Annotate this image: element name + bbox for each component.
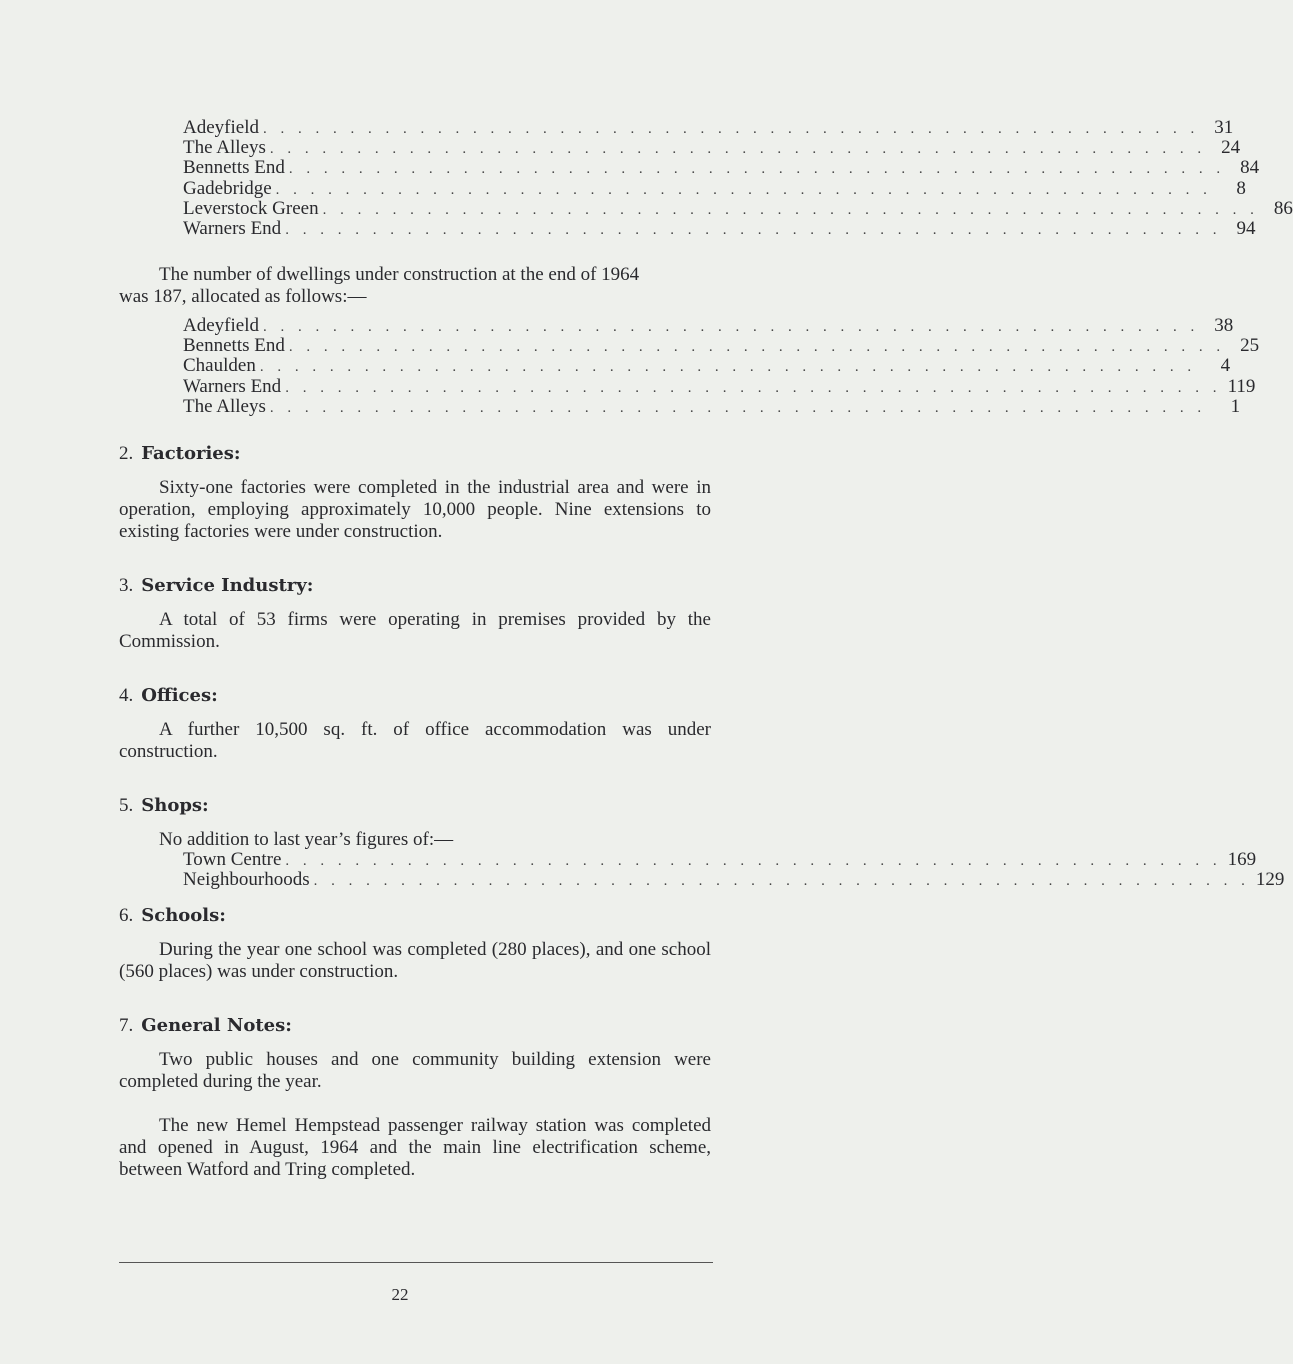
list-item-name: Town Centre <box>183 849 282 870</box>
heading-factories: 2. Factories: <box>119 443 241 464</box>
paragraph-schools: During the year one school was completed (280 places), and one school (560 places) was under construction. <box>119 939 711 982</box>
list-item-value: 8 <box>1236 177 1246 199</box>
list-item <box>183 157 1260 179</box>
list-item <box>183 197 1293 219</box>
list-item <box>183 395 1241 417</box>
leader-dots: . . . . . . . . . . . . . . . . . . . . . . . . . . . . . . . . . . . . . . . . . . . . . . . . . . . . . . <box>285 379 1222 396</box>
list-item <box>183 849 1257 870</box>
list-item-name: Neighbourhoods <box>183 869 310 891</box>
list-item-value: 31 <box>1214 117 1234 138</box>
list-item-name: Chaulden <box>183 355 256 377</box>
leader-dots: . . . . . . . . . . . . . . . . . . . . . . . . . . . . . . . . . . . . . . . . . . . . . . . . . . . . . . <box>259 359 1197 376</box>
list-item-value: 25 <box>1240 335 1260 357</box>
list-item <box>183 217 1256 239</box>
paragraph-factories: Sixty-one factories were completed in the industrial area and were in operation, employing approximately 10,000 people. Nine extensions to existing factories were under construction. <box>119 477 711 542</box>
dwellings-intro-line1: The number of dwellings under construction at the end of 1964 <box>159 264 640 285</box>
heading-service-industry: 3. Service Industry: <box>119 575 314 596</box>
leader-dots: . . . . . . . . . . . . . . . . . . . . . . . . . . . . . . . . . . . . . . . . . . . . . . . . . . . . . . <box>285 221 1222 238</box>
leader-dots: . . . . . . . . . . . . . . . . . . . . . . . . . . . . . . . . . . . . . . . . . . . . . . . . . . . . . . <box>288 161 1226 178</box>
dwellings-intro-line2: was 187, allocated as follows:— <box>119 286 367 307</box>
list-item-value: 169 <box>1227 849 1257 870</box>
leader-dots: . . . . . . . . . . . . . . . . . . . . . . . . . . . . . . . . . . . . . . . . . . . . . . . . . . . . . . <box>322 201 1259 218</box>
heading-offices: 4. Offices: <box>119 685 218 706</box>
list-item-name: Warners End <box>183 217 282 239</box>
paragraph-shops: No addition to last year’s figures of:— <box>159 829 454 850</box>
paragraph-general-notes-1: Two public houses and one community building extension were completed during the year. <box>119 1049 711 1092</box>
list-item-name: The Alleys <box>183 395 266 417</box>
heading-schools: 6. Schools: <box>119 905 226 926</box>
list-item <box>183 117 1234 138</box>
leader-dots: . . . . . . . . . . . . . . . . . . . . . . . . . . . . . . . . . . . . . . . . . . . . . . . . . . . . . . <box>269 141 1207 158</box>
list-item <box>183 355 1231 377</box>
footer-rule <box>119 1262 713 1263</box>
paragraph-general-notes-2: The new Hemel Hempstead passenger railway station was completed and opened in August, 1964 and the main line electrification scheme, between Watford and Tring completed. <box>119 1115 711 1180</box>
list-item-name: Gadebridge <box>183 177 272 199</box>
list-item-value: 94 <box>1236 217 1256 239</box>
shops-list <box>183 849 1285 891</box>
paragraph-offices: A further 10,500 sq. ft. of office accommodation was under construction. <box>119 719 711 762</box>
list-item-name: Bennetts End <box>183 335 285 357</box>
leader-dots: . . . . . . . . . . . . . . . . . . . . . . . . . . . . . . . . . . . . . . . . . . . . . . . . . . . . . . <box>262 319 1200 335</box>
leader-dots: . . . . . . . . . . . . . . . . . . . . . . . . . . . . . . . . . . . . . . . . . . . . . . . . . . . . . . <box>285 853 1222 869</box>
leader-dots: . . . . . . . . . . . . . . . . . . . . . . . . . . . . . . . . . . . . . . . . . . . . . . . . . . . . . . <box>313 873 1250 890</box>
leader-dots: . . . . . . . . . . . . . . . . . . . . . . . . . . . . . . . . . . . . . . . . . . . . . . . . . . . . . . <box>262 121 1200 137</box>
heading-shops: 5. Shops: <box>119 795 209 816</box>
leader-dots: . . . . . . . . . . . . . . . . . . . . . . . . . . . . . . . . . . . . . . . . . . . . . . . . . . . . . . <box>275 181 1212 198</box>
list-item-name: Bennetts End <box>183 157 285 179</box>
list-item-name: Warners End <box>183 375 282 397</box>
list-item-value: 84 <box>1240 157 1260 179</box>
list-item-value: 4 <box>1220 355 1231 377</box>
list-item-value: 24 <box>1221 137 1241 159</box>
heading-general-notes: 7. General Notes: <box>119 1015 292 1036</box>
list-item-value: 1 <box>1230 395 1241 417</box>
list-item <box>183 335 1260 357</box>
list-item-value: 86 <box>1273 197 1293 219</box>
paragraph-service-industry: A total of 53 firms were operating in premises provided by the Commission. <box>119 609 711 652</box>
list-item <box>183 375 1256 397</box>
list-item <box>183 137 1241 159</box>
list-item <box>183 177 1246 199</box>
page-number: 22 <box>391 1285 409 1304</box>
completed-dwellings-list <box>183 117 1293 239</box>
list-item-value: 38 <box>1214 315 1234 336</box>
construction-dwellings-list <box>183 315 1260 417</box>
list-item-value: 129 <box>1255 869 1285 891</box>
list-item <box>183 315 1234 336</box>
leader-dots: . . . . . . . . . . . . . . . . . . . . . . . . . . . . . . . . . . . . . . . . . . . . . . . . . . . . . . <box>288 339 1226 356</box>
list-item-value: 119 <box>1227 375 1256 397</box>
list-item-name: Leverstock Green <box>183 197 319 219</box>
list-item-name: The Alleys <box>183 137 266 159</box>
list-item <box>183 869 1285 891</box>
list-item-name: Adeyfield <box>183 117 259 138</box>
leader-dots: . . . . . . . . . . . . . . . . . . . . . . . . . . . . . . . . . . . . . . . . . . . . . . . . . . . . . . <box>269 399 1207 416</box>
list-item-name: Adeyfield <box>183 315 259 336</box>
